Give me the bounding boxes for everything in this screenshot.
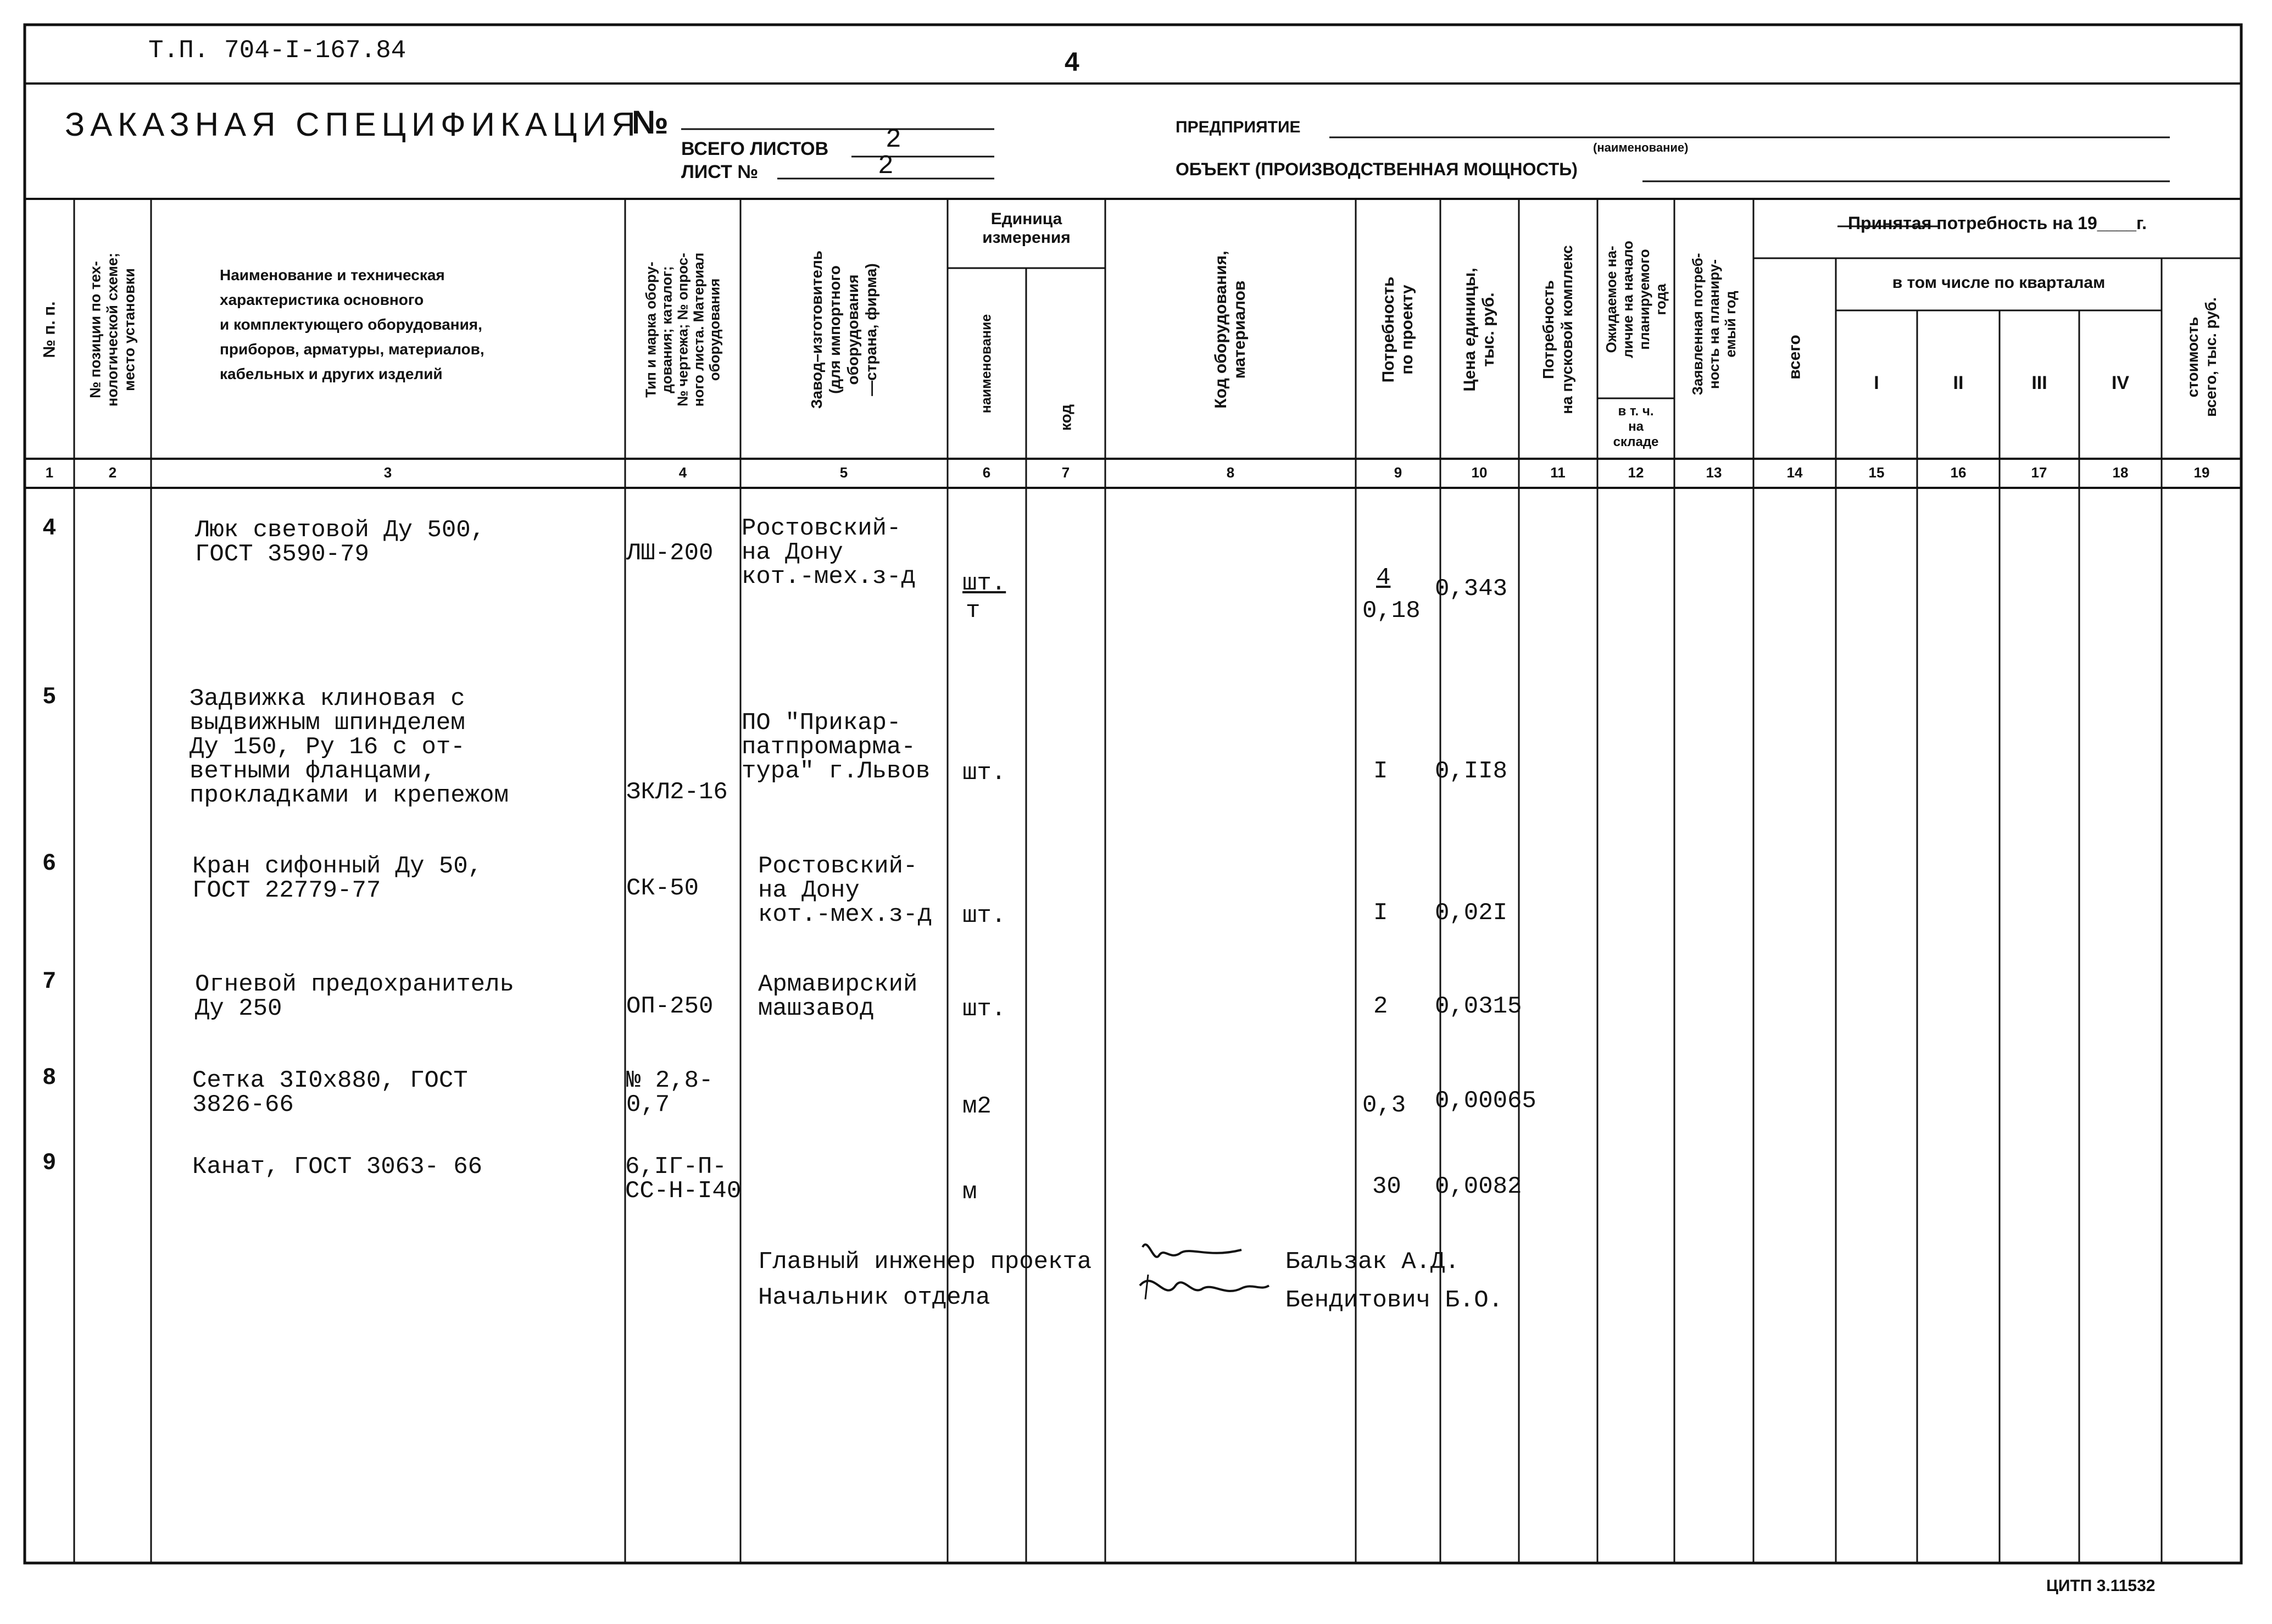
item-type: СК-50 bbox=[626, 875, 699, 902]
column-number: 12 bbox=[1628, 464, 1644, 481]
department-head-role: Начальник отдела bbox=[758, 1284, 990, 1311]
col-header-q2: II bbox=[1953, 372, 1964, 393]
col-header-12: Ожидаемое на- личие на начало планируемого года bbox=[1603, 241, 1669, 358]
col-header-14: всего bbox=[1785, 335, 1804, 380]
row-number: 9 bbox=[43, 1148, 56, 1174]
column-number: 8 bbox=[1226, 464, 1235, 481]
column-number: 1 bbox=[45, 464, 54, 481]
number-label: № bbox=[632, 104, 669, 141]
item-price: 0,02I bbox=[1435, 899, 1508, 927]
item-maker: Ростовский- на Дону кот.-мех.з-д bbox=[758, 853, 932, 928]
col-header-9: Потребность по проекту bbox=[1379, 276, 1416, 383]
column-number: 16 bbox=[1950, 464, 1967, 481]
item-unit: м bbox=[962, 1178, 977, 1206]
col-header-13: Заявленная потреб- ность на планиру- емый год bbox=[1689, 253, 1739, 396]
col-header-q3: III bbox=[2031, 372, 2047, 393]
item-type: ЗКЛ2-16 bbox=[626, 778, 728, 806]
item-name: Кран сифонный Ду 50, ГОСТ 22779-77 bbox=[192, 853, 483, 904]
col-header-quarters-group: в том числе по кварталам bbox=[1892, 274, 2106, 292]
item-quantity: I bbox=[1373, 899, 1388, 927]
column-number: 4 bbox=[678, 464, 687, 481]
column-number: 2 bbox=[108, 464, 117, 481]
item-quantity: 0,3 bbox=[1362, 1092, 1406, 1119]
item-type: ЛШ-200 bbox=[626, 540, 714, 567]
column-number: 19 bbox=[2193, 464, 2210, 481]
column-number: 3 bbox=[383, 464, 392, 481]
total-sheets-value: 2 bbox=[886, 125, 901, 155]
column-number: 9 bbox=[1394, 464, 1402, 481]
item-quantity: 30 bbox=[1372, 1173, 1401, 1200]
item-unit: шт. bbox=[962, 902, 1006, 930]
item-price: 0,0315 bbox=[1435, 993, 1522, 1020]
col-header-19: стоимость всего, тыс. руб. bbox=[2184, 297, 2219, 417]
item-quantity: 4 bbox=[1376, 564, 1391, 592]
row-number: 4 bbox=[43, 514, 56, 540]
column-number: 14 bbox=[1786, 464, 1803, 481]
item-quantity: I bbox=[1373, 758, 1388, 785]
item-unit: шт. bbox=[962, 759, 1006, 787]
column-number: 17 bbox=[2031, 464, 2047, 481]
enterprise-label: ПРЕДПРИЯТИЕ bbox=[1176, 118, 1301, 136]
item-unit-secondary: т bbox=[966, 597, 981, 625]
col-header-accepted-group: Принятая потребность на 19____г. bbox=[1848, 213, 2147, 233]
column-number: 10 bbox=[1471, 464, 1488, 481]
col-header-12-stock: в т. ч. на складе bbox=[1613, 404, 1659, 449]
item-name: Задвижка клиновая с выдвижным шпинделем Ду 150, Ру 16 с от- ветными фланцами, прокладками и крепежом bbox=[190, 685, 509, 809]
col-header-2: № позиции по тех- нологической схеме; место установки bbox=[87, 252, 138, 407]
item-unit: шт. bbox=[962, 570, 1006, 597]
col-header-6: наименование bbox=[978, 314, 994, 414]
column-number: 6 bbox=[982, 464, 991, 481]
document-title: ЗАКАЗНАЯ СПЕЦИФИКАЦИЯ bbox=[65, 106, 641, 143]
col-header-unit-group: Единица измерения bbox=[982, 210, 1071, 247]
sheet-label: ЛИСТ № bbox=[681, 162, 759, 182]
document-code: Т.П. 704-I-167.84 bbox=[148, 36, 406, 65]
item-quantity-secondary: 0,18 bbox=[1362, 597, 1421, 625]
column-number: 18 bbox=[2112, 464, 2129, 481]
item-type: 6,IГ-П- СС-Н-I40 bbox=[625, 1153, 742, 1205]
department-head-name: Бендитович Б.О. bbox=[1285, 1287, 1503, 1314]
col-header-7: код bbox=[1057, 404, 1074, 431]
column-number: 15 bbox=[1868, 464, 1885, 481]
sheet-value: 2 bbox=[878, 152, 894, 181]
name-caption: (наименование) bbox=[1593, 141, 1689, 154]
row-number: 6 bbox=[43, 849, 56, 875]
object-label: ОБЪЕКТ (ПРОИЗВОДСТВЕННАЯ МОЩНОСТЬ) bbox=[1176, 159, 1578, 179]
item-name: Люк световой Ду 500, ГОСТ 3590-79 bbox=[195, 516, 486, 568]
item-unit: м2 bbox=[962, 1093, 992, 1120]
row-number: 8 bbox=[43, 1063, 56, 1089]
col-header-8: Код оборудования, материалов bbox=[1212, 251, 1249, 409]
col-header-4: Тип и марка обору- дования; каталог; № чертежа; № опрос- ного листа. Материал оборудования bbox=[642, 252, 723, 407]
page-number: 4 bbox=[1065, 48, 1079, 77]
item-type: ОП-250 bbox=[626, 993, 714, 1020]
chief-engineer-role: Главный инженер проекта bbox=[758, 1248, 1092, 1276]
col-header-q4: IV bbox=[2111, 372, 2130, 393]
item-price: 0,II8 bbox=[1435, 758, 1508, 785]
item-price: 0,00065 bbox=[1435, 1087, 1536, 1115]
item-quantity: 2 bbox=[1373, 993, 1388, 1020]
item-unit: шт. bbox=[962, 995, 1006, 1023]
item-maker: Ростовский- на Дону кот.-мех.з-д bbox=[742, 515, 916, 591]
col-header-q1: I bbox=[1874, 372, 1879, 393]
item-type: № 2,8- 0,7 bbox=[626, 1067, 714, 1119]
print-stamp: ЦИТП 3.11532 bbox=[2046, 1577, 2156, 1595]
column-number: 13 bbox=[1706, 464, 1722, 481]
handwritten-signature bbox=[1132, 1231, 1274, 1330]
col-header-11: Потребность на пусковой комплекс bbox=[1540, 245, 1575, 414]
col-header-3: Наименование и техническая характеристика основного и комплектующего оборудования, приборов, арматуры, материалов, кабельных и других изделий bbox=[220, 266, 485, 382]
item-name: Канат, ГОСТ 3063- 66 bbox=[192, 1153, 483, 1181]
item-maker: ПО "Прикар- патпромарма- тура" г.Львов bbox=[742, 709, 931, 785]
item-price: 0,343 bbox=[1435, 575, 1508, 603]
column-number: 7 bbox=[1061, 464, 1070, 481]
row-number: 7 bbox=[43, 967, 56, 993]
row-number: 5 bbox=[43, 682, 56, 708]
col-header-5: Завод–изготовитель (для импортного оборудования —страна, фирма) bbox=[808, 250, 879, 409]
chief-engineer-name: Бальзак А.Д. bbox=[1285, 1248, 1460, 1276]
item-name: Огневой предохранитель Ду 250 bbox=[195, 971, 514, 1022]
column-number: 11 bbox=[1550, 464, 1566, 481]
total-sheets-label: ВСЕГО ЛИСТОВ bbox=[681, 138, 829, 159]
item-price: 0,0082 bbox=[1435, 1173, 1522, 1200]
column-number: 5 bbox=[839, 464, 848, 481]
col-header-1: № п. п. bbox=[40, 301, 59, 358]
col-header-10: Цена единицы, тыс. руб. bbox=[1461, 268, 1497, 392]
item-name: Сетка 3I0х880, ГОСТ 3826-66 bbox=[192, 1067, 468, 1119]
item-maker: Армавирский машзавод bbox=[758, 971, 918, 1022]
